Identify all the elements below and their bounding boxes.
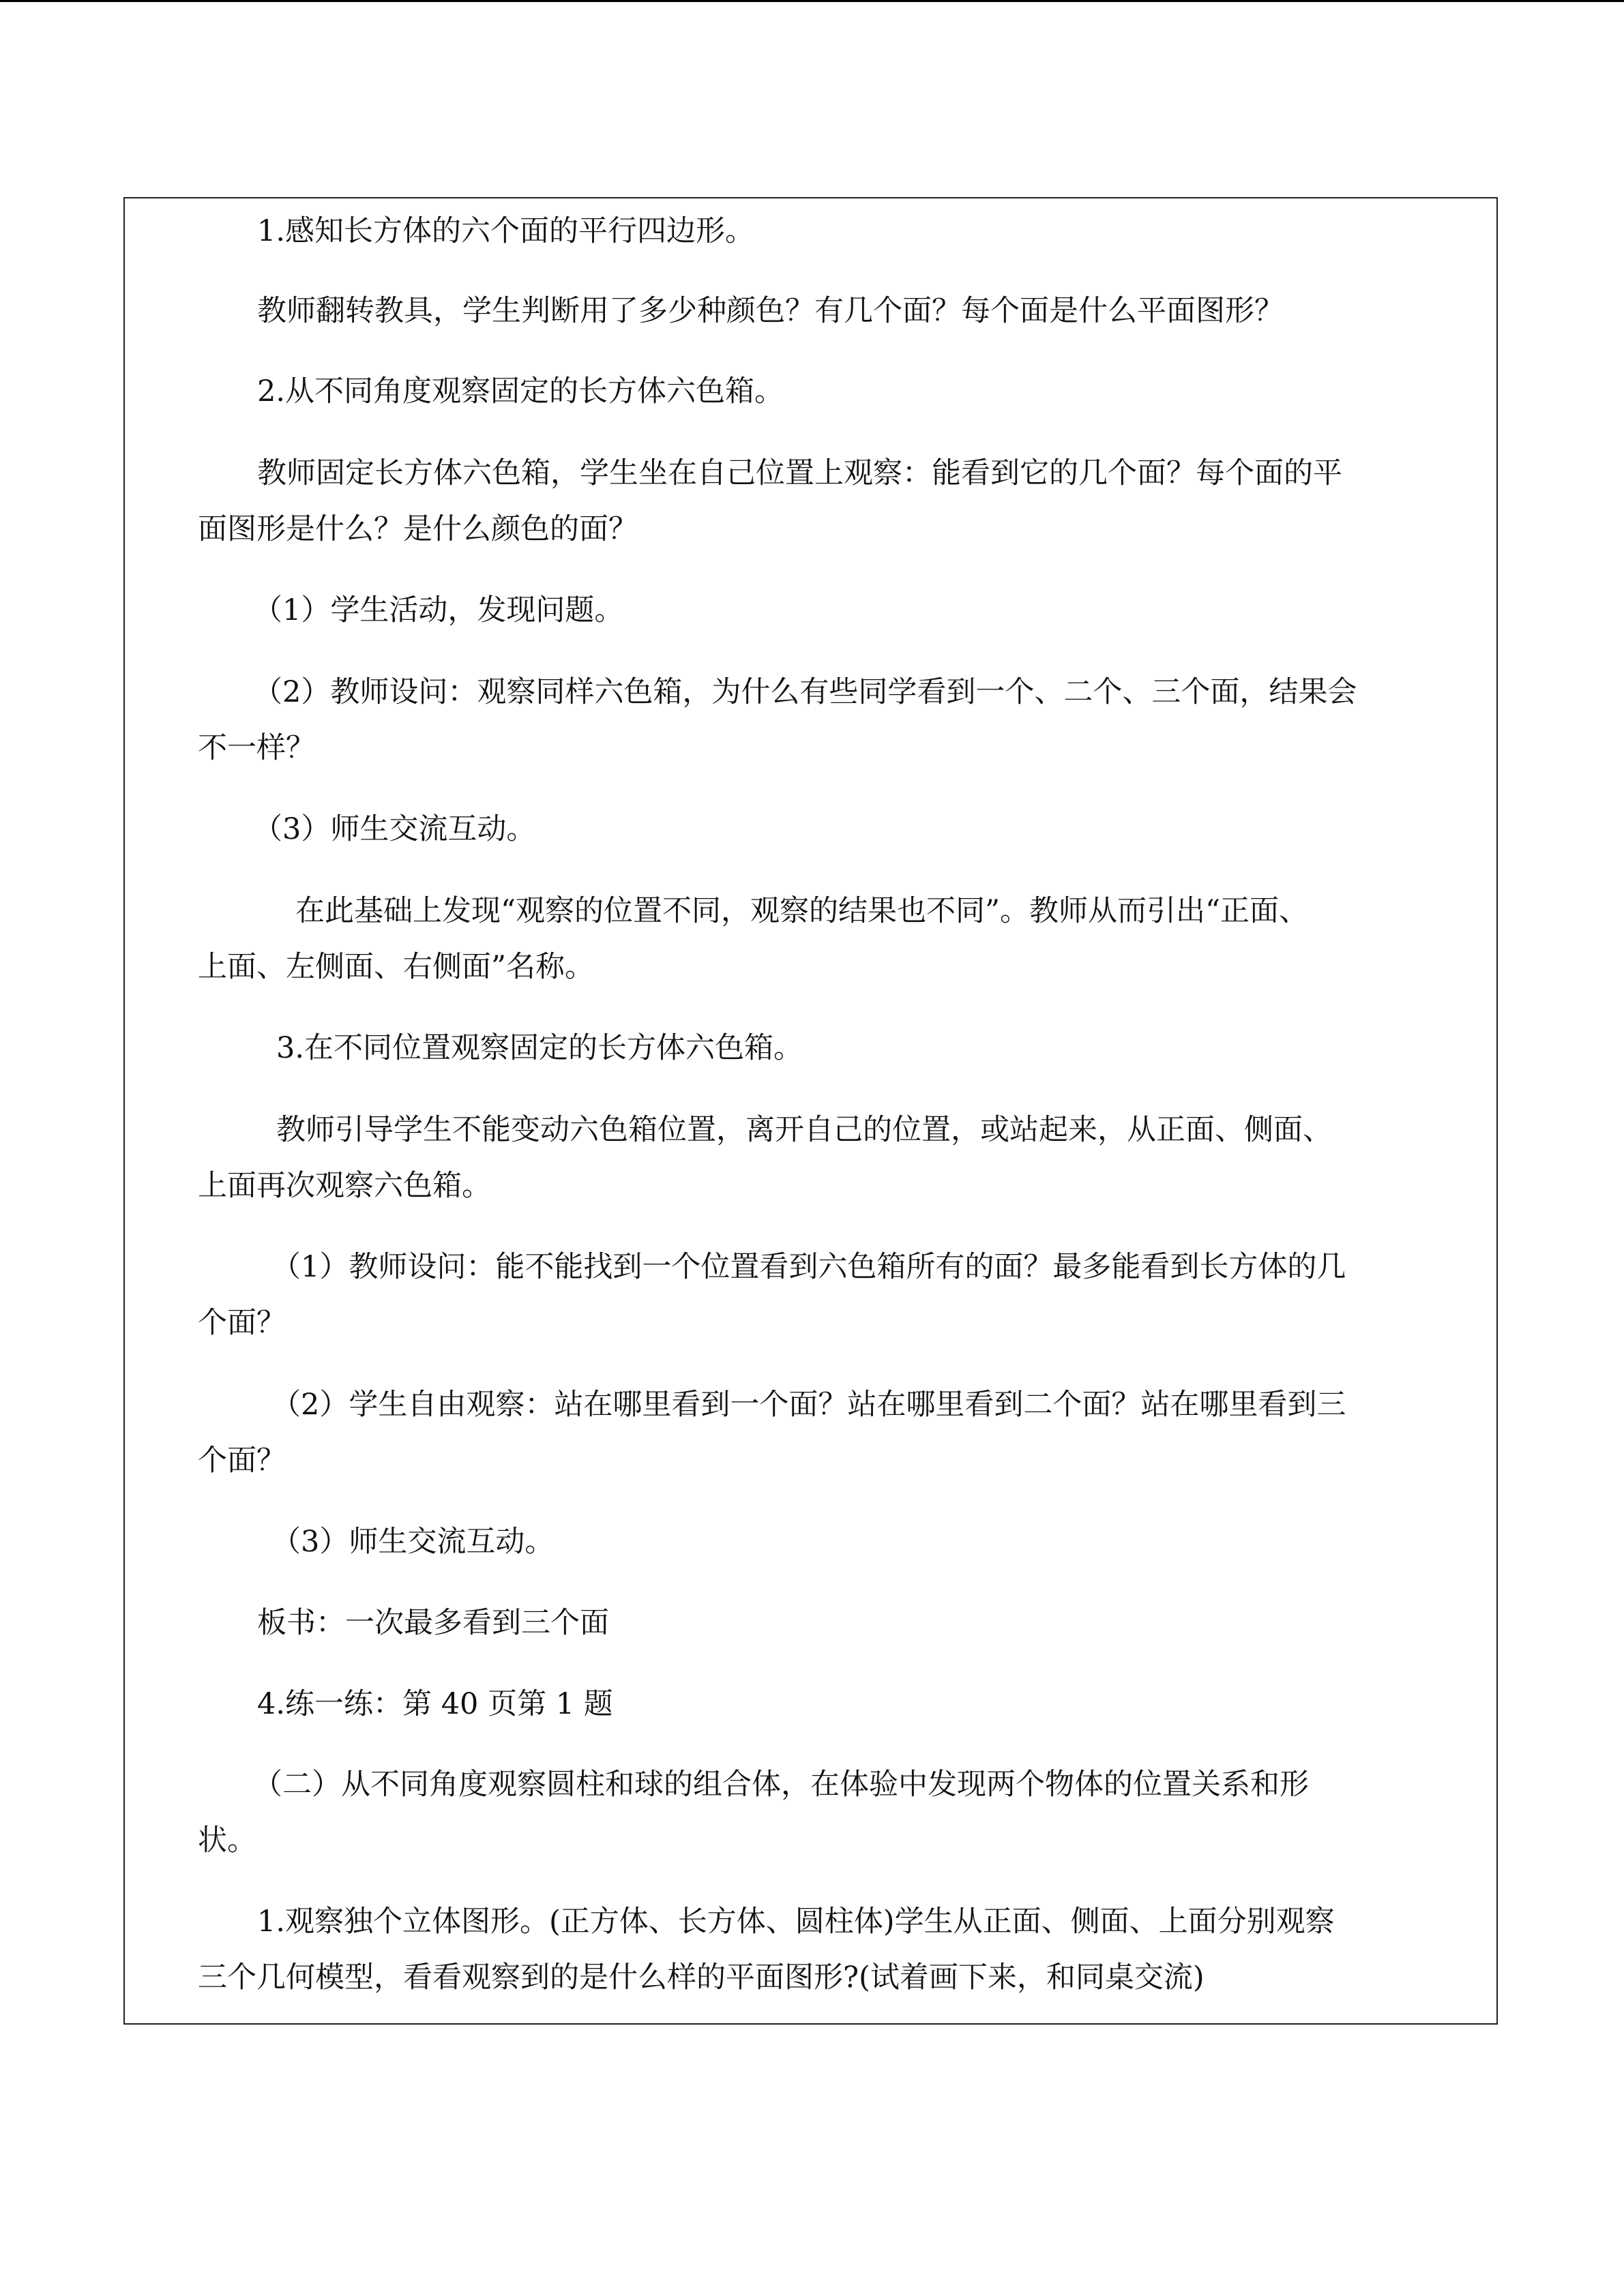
p10-line1: 教师引导学生不能变动六色箱位置，离开自己的位置，或站起来，从正面、侧面、 (276, 1113, 1332, 1147)
p15-line1: 4.练一练：第 40 页第 1 题 (257, 1687, 613, 1721)
p4-line2: 面图形是什么？是什么颜色的面？ (198, 512, 638, 546)
p3-line1: 2.从不同角度观察固定的长方体六色箱。 (257, 374, 784, 408)
p12-line2: 个面？ (198, 1444, 286, 1478)
p1-line1: 1.感知长方体的六个面的平行四边形。 (257, 214, 755, 248)
p6-line1: （2）教师设问：观察同样六色箱，为什么有些同学看到一个、二个、三个面，结果会 (253, 675, 1357, 709)
p9-line1: 3.在不同位置观察固定的长方体六色箱。 (276, 1031, 803, 1065)
p17-line1: 1.观察独个立体图形。(正方体、长方体、圆柱体)学生从正面、侧面、上面分别观察 (257, 1905, 1335, 1939)
p8-line2: 上面、左侧面、右侧面”名称。 (198, 950, 594, 984)
p14-line1: 板书：一次最多看到三个面 (257, 1606, 609, 1640)
p2-line1: 教师翻转教具，学生判断用了多少种颜色？有几个面？每个面是什么平面图形？ (257, 294, 1284, 328)
p11-line2: 个面？ (198, 1306, 286, 1340)
p16-line2: 状。 (198, 1823, 256, 1858)
p10-line2: 上面再次观察六色箱。 (198, 1169, 491, 1203)
p5-line1: （1）学生活动，发现问题。 (253, 593, 624, 627)
p17-line2: 三个几何模型，看看观察到的是什么样的平面图形?(试着画下来，和同桌交流) (198, 1960, 1205, 1995)
p16-line1: （二）从不同角度观察圆柱和球的组合体，在体验中发现两个物体的位置关系和形 (253, 1768, 1309, 1802)
p7-line1: （3）师生交流互动。 (253, 812, 536, 846)
p8-line1: 在此基础上发现“观察的位置不同，观察的结果也不同”。教师从而引出“正面、 (295, 894, 1308, 928)
page-top-rule (0, 0, 1624, 2)
p13-line1: （3）师生交流互动。 (271, 1525, 555, 1559)
p4-line1: 教师固定长方体六色箱，学生坐在自己位置上观察：能看到它的几个面？每个面的平 (257, 456, 1342, 490)
p11-line1: （1）教师设问：能不能找到一个位置看到六色箱所有的面？最多能看到长方体的几 (271, 1250, 1346, 1284)
p6-line2: 不一样？ (198, 731, 315, 765)
p12-line1: （2）学生自由观察：站在哪里看到一个面？站在哪里看到二个面？站在哪里看到三 (271, 1388, 1346, 1422)
